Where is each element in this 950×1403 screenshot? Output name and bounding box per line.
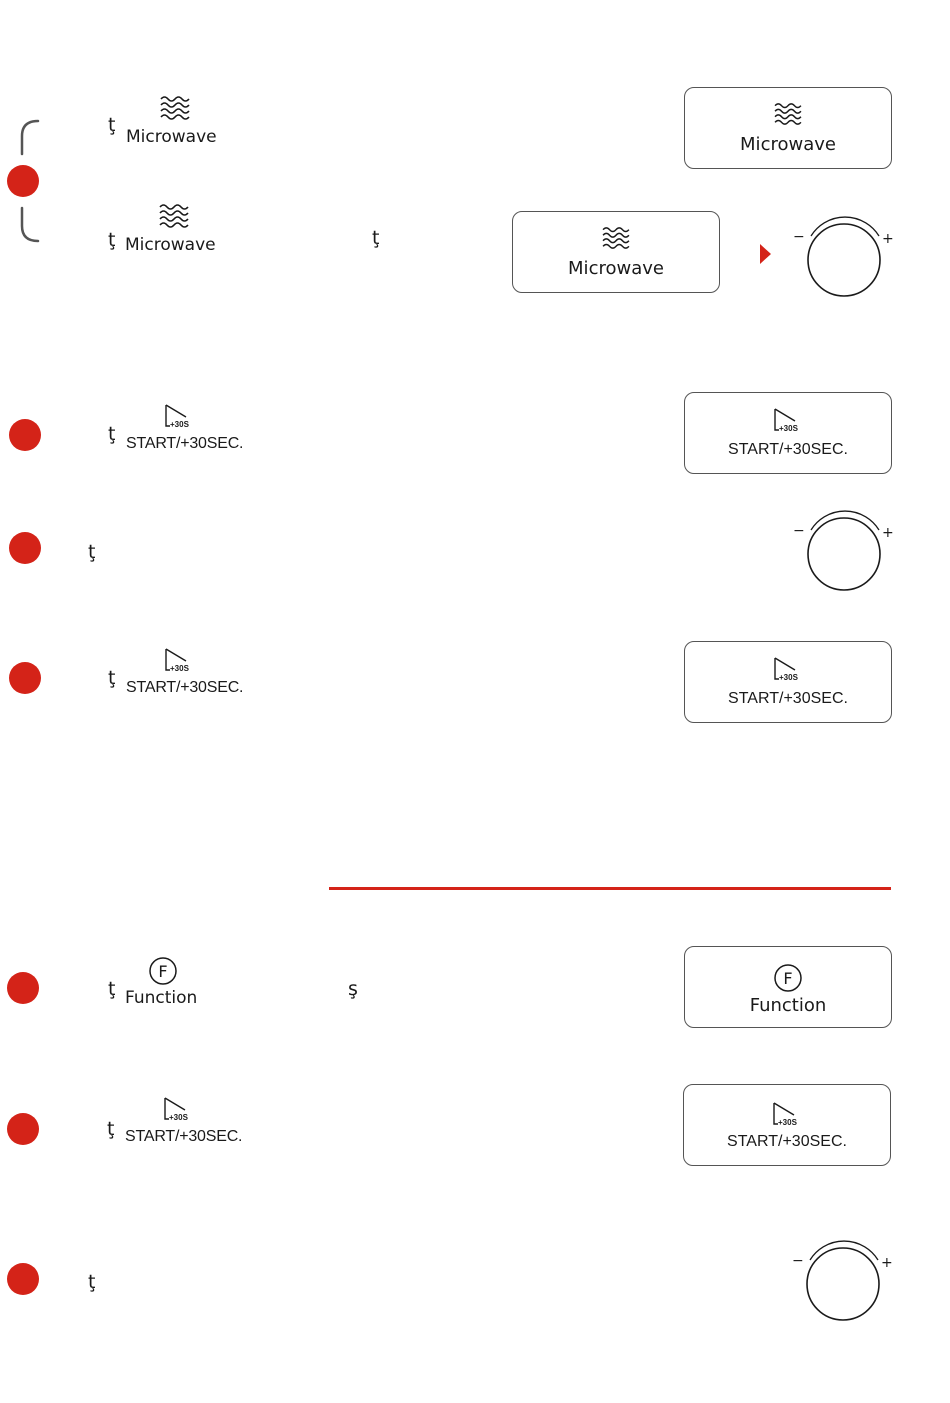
glyph-t: ţ (108, 229, 116, 251)
dial-knob-icon[interactable] (791, 1236, 891, 1326)
microwave-button[interactable] (512, 211, 720, 293)
glyph-t: ţ (88, 541, 96, 563)
glyph-t: ţ (108, 423, 116, 445)
microwave-label: Microwave (125, 235, 216, 255)
glyph-t: ţ (88, 1271, 96, 1293)
svg-text:+30S: +30S (779, 424, 798, 433)
svg-text:+30S: +30S (170, 420, 189, 429)
start-play-icon (773, 407, 803, 433)
microwave-label: Microwave (126, 127, 217, 147)
microwave-button-label: Microwave (568, 258, 664, 279)
start-button-label: START/+30SEC. (727, 1133, 847, 1150)
red-arrow-icon (760, 244, 771, 264)
knob-minus: − (793, 229, 805, 245)
step-marker-1 (7, 165, 39, 197)
start-label: START/+30SEC. (125, 1128, 243, 1145)
svg-text:+30S: +30S (778, 1118, 797, 1127)
start-label: START/+30SEC. (126, 435, 244, 452)
function-button-label: Function (749, 995, 827, 1016)
function-f-circle-icon (148, 956, 178, 986)
microwave-button-label: Microwave (740, 134, 836, 155)
dial-knob-icon[interactable] (792, 212, 892, 302)
glyph-t: ţ (108, 667, 116, 689)
glyph-t: ţ (108, 114, 116, 136)
knob-plus: + (882, 231, 894, 247)
step-marker-2 (9, 419, 41, 451)
knob-minus: − (793, 523, 805, 539)
glyph-t: ţ (107, 1118, 115, 1140)
microwave-waves-icon (773, 102, 803, 126)
svg-text:+30S: +30S (170, 664, 189, 673)
section-divider (329, 887, 891, 890)
start-play-icon (163, 1096, 193, 1122)
glyph-s: ş (348, 978, 358, 1000)
step-marker-5 (7, 972, 39, 1004)
glyph-t: ţ (372, 227, 380, 249)
microwave-button[interactable] (684, 87, 892, 169)
dial-knob-icon[interactable] (792, 506, 892, 596)
step-marker-3 (9, 532, 41, 564)
start-play-icon (773, 656, 803, 682)
microwave-waves-icon (159, 95, 191, 121)
knob-plus: + (882, 525, 894, 541)
start-button-label: START/+30SEC. (728, 690, 848, 707)
start-button[interactable] (684, 641, 892, 723)
start-play-icon (164, 647, 194, 673)
knob-minus: − (792, 1253, 804, 1269)
start-label: START/+30SEC. (126, 679, 244, 696)
function-label: Function (125, 988, 198, 1008)
svg-text:F: F (783, 969, 793, 988)
svg-text:+30S: +30S (169, 1113, 188, 1122)
step-marker-6 (7, 1113, 39, 1145)
svg-text:+30S: +30S (779, 673, 798, 682)
glyph-t: ţ (108, 978, 116, 1000)
start-button-label: START/+30SEC. (728, 441, 848, 458)
start-button[interactable] (684, 392, 892, 474)
knob-plus: + (881, 1255, 893, 1271)
svg-text:F: F (158, 962, 168, 981)
step-marker-4 (9, 662, 41, 694)
microwave-waves-icon (158, 203, 190, 229)
function-button[interactable] (684, 946, 892, 1028)
start-button[interactable] (683, 1084, 891, 1166)
microwave-waves-icon (601, 226, 631, 250)
start-play-icon (772, 1101, 802, 1127)
step-marker-7 (7, 1263, 39, 1295)
start-play-icon (164, 403, 194, 429)
function-f-circle-icon (773, 963, 803, 993)
